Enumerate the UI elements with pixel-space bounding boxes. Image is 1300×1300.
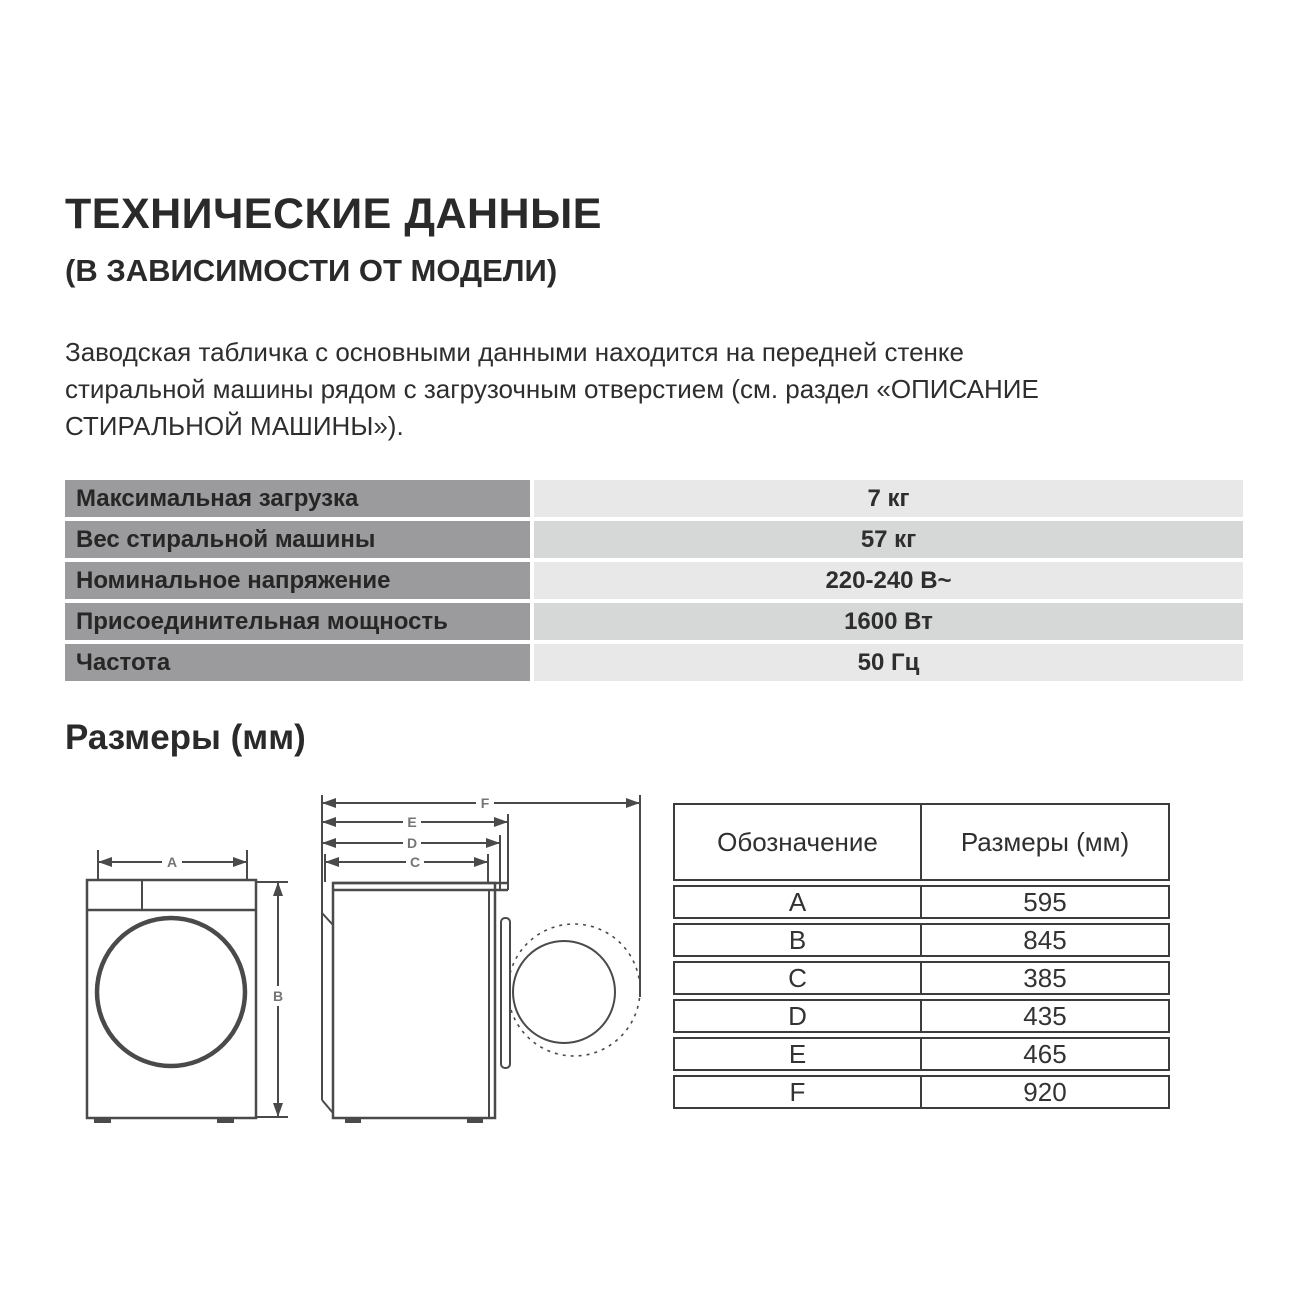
washer-dimensions-diagram	[70, 780, 670, 1160]
side-depth-label-e: E	[407, 814, 417, 830]
page-title: ТЕХНИЧЕСКИЕ ДАННЫЕ	[65, 190, 602, 238]
spec-label: Присоединительная мощность	[65, 603, 530, 640]
spec-label: Номинальное напряжение	[65, 562, 530, 599]
spec-value: 7 кг	[534, 480, 1243, 517]
intro-line-2: стиральной машины рядом с загрузочным отверстием (см. раздел «ОПИСАНИЕ	[65, 374, 1039, 404]
dimension-row-b	[673, 923, 1170, 957]
dimensions-table-header	[673, 803, 1170, 881]
dimension-value: 385	[920, 961, 1170, 995]
spec-row-frequency	[65, 644, 1243, 681]
side-depth-label-f: F	[480, 795, 490, 811]
dimension-value: 920	[920, 1075, 1170, 1109]
spec-value: 220-240 В~	[534, 562, 1243, 599]
dimension-key: A	[673, 885, 920, 919]
spec-row-weight	[65, 521, 1243, 558]
dimension-row-a	[673, 885, 1170, 919]
spec-row-voltage	[65, 562, 1243, 599]
dimension-row-e	[673, 1037, 1170, 1071]
column-header-designation: Обозначение	[673, 803, 920, 881]
column-header-size: Размеры (мм)	[920, 803, 1170, 881]
front-width-label-a: A	[166, 854, 178, 870]
spec-value: 50 Гц	[534, 644, 1243, 681]
dimensions-heading: Размеры (мм)	[65, 718, 306, 757]
dimension-value: 595	[920, 885, 1170, 919]
spec-label: Вес стиральной машины	[65, 521, 530, 558]
side-depth-label-c: C	[409, 854, 421, 870]
front-height-label-b: B	[272, 988, 284, 1004]
intro-paragraph	[65, 334, 1039, 445]
dimension-value: 845	[920, 923, 1170, 957]
spec-table	[65, 480, 1243, 685]
dimension-key: D	[673, 999, 920, 1033]
spec-row-max-load	[65, 480, 1243, 517]
spec-label: Частота	[65, 644, 530, 681]
page-subtitle: (В ЗАВИСИМОСТИ ОТ МОДЕЛИ)	[65, 253, 558, 288]
dimension-key: C	[673, 961, 920, 995]
dimension-row-c	[673, 961, 1170, 995]
dimension-row-d	[673, 999, 1170, 1033]
spec-label: Максимальная загрузка	[65, 480, 530, 517]
spec-value: 57 кг	[534, 521, 1243, 558]
intro-line-1: Заводская табличка с основными данными находится на передней стенке	[65, 337, 965, 367]
dimension-key: F	[673, 1075, 920, 1109]
dimension-key: E	[673, 1037, 920, 1071]
side-depth-label-d: D	[406, 835, 418, 851]
dimension-key: B	[673, 923, 920, 957]
spec-value: 1600 Вт	[534, 603, 1243, 640]
intro-line-3: СТИРАЛЬНОЙ МАШИНЫ»).	[65, 411, 404, 441]
dimension-value: 465	[920, 1037, 1170, 1071]
spec-row-power	[65, 603, 1243, 640]
dimension-value: 435	[920, 999, 1170, 1033]
dimensions-table	[673, 803, 1170, 1113]
dimension-row-f	[673, 1075, 1170, 1109]
